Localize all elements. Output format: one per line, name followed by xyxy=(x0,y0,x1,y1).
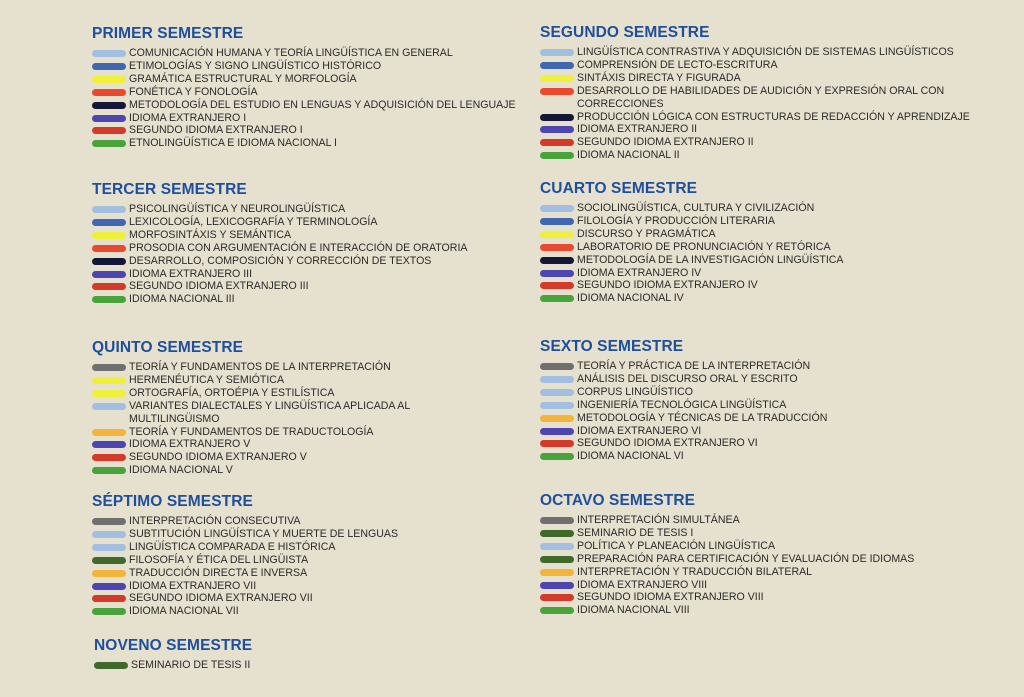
course-list xyxy=(540,360,980,463)
course-color-bar xyxy=(92,127,126,134)
course-color-bar xyxy=(92,206,126,213)
course-color-bar xyxy=(92,89,126,96)
course-label: LINGÜÍSTICA COMPARADA E HISTÓRICA xyxy=(129,540,336,553)
course-color-bar xyxy=(92,403,126,410)
semester-9 xyxy=(94,637,534,672)
course-item xyxy=(92,592,532,605)
course-list xyxy=(540,514,980,617)
course-item xyxy=(92,541,532,554)
course-color-bar xyxy=(540,88,574,95)
course-item xyxy=(92,255,532,268)
course-label: SEGUNDO IDIOMA EXTRANJERO III xyxy=(129,280,309,293)
course-label: CORPUS LINGÜÍSTICO xyxy=(577,385,693,398)
course-item xyxy=(540,540,980,553)
course-item xyxy=(92,515,532,528)
course-label: IDIOMA EXTRANJERO IV xyxy=(577,266,702,279)
course-color-bar xyxy=(540,594,574,601)
course-label: TEORÍA Y PRÁCTICA DE LA INTERPRETACIÓN xyxy=(577,360,811,372)
course-item xyxy=(540,579,980,592)
course-label: IDIOMA EXTRANJERO VI xyxy=(577,424,702,437)
course-item xyxy=(92,554,532,567)
course-color-bar xyxy=(540,530,574,537)
course-label: SEGUNDO IDIOMA EXTRANJERO I xyxy=(129,124,303,137)
course-item xyxy=(92,528,532,541)
course-label: SEGUNDO IDIOMA EXTRANJERO V xyxy=(129,451,307,464)
course-color-bar xyxy=(540,152,574,159)
course-label: SEGUNDO IDIOMA EXTRANJERO VI xyxy=(577,437,758,450)
course-label: IDIOMA NACIONAL IV xyxy=(577,292,684,305)
course-label: PSICOLINGÜÍSTICA Y NEUROLINGÜÍSTICA xyxy=(129,203,346,215)
course-label: MORFOSINTÁXIS Y SEMÁNTICA xyxy=(129,228,292,241)
course-label: DESARROLLO DE HABILIDADES DE AUDICIÓN Y EXPRESIÓN ORAL CON CORRECCIONES xyxy=(577,84,945,110)
course-color-bar xyxy=(92,454,126,461)
course-color-bar xyxy=(540,556,574,563)
course-label: SOCIOLINGÜÍSTICA, CULTURA Y CIVILIZACIÓN xyxy=(577,202,815,214)
course-color-bar xyxy=(92,102,126,109)
course-label: POLÍTICA Y PLANEACIÓN LINGÜÍSTICA xyxy=(577,539,776,552)
course-color-bar xyxy=(92,518,126,525)
course-item xyxy=(540,279,980,292)
course-item xyxy=(92,124,532,137)
course-label: INTERPRETACIÓN SIMULTÁNEA xyxy=(577,514,740,526)
course-label: HERMENÉUTICA Y SEMIÓTICA xyxy=(129,373,285,386)
course-item xyxy=(540,254,980,267)
course-label: IDIOMA NACIONAL VI xyxy=(577,450,684,463)
course-list xyxy=(540,202,980,305)
course-color-bar xyxy=(92,595,126,602)
course-color-bar xyxy=(540,114,574,121)
course-list xyxy=(92,515,532,618)
course-color-bar xyxy=(92,50,126,57)
course-item xyxy=(540,202,980,215)
course-item xyxy=(540,72,990,85)
course-label: FILOSOFÍA Y ÉTICA DEL LINGÜISTA xyxy=(129,553,309,566)
course-label: IDIOMA EXTRANJERO V xyxy=(129,438,251,451)
course-item xyxy=(540,123,990,136)
course-color-bar xyxy=(540,295,574,302)
course-item xyxy=(540,241,980,254)
course-item xyxy=(540,360,980,373)
course-label: SEGUNDO IDIOMA EXTRANJERO VIII xyxy=(577,591,764,604)
course-color-bar xyxy=(92,544,126,551)
course-item xyxy=(540,566,980,579)
course-label: SUBTITUCIÓN LINGÜÍSTICA Y MUERTE DE LENGUAS xyxy=(129,527,399,540)
semester-title: TERCER SEMESTRE xyxy=(92,181,247,198)
semester-title: SÉPTIMO SEMESTRE xyxy=(92,493,253,510)
course-item xyxy=(540,399,980,412)
course-item xyxy=(92,374,422,387)
semester-2 xyxy=(540,24,990,162)
course-item xyxy=(92,280,532,293)
course-label: LEXICOLOGÍA, LEXICOGRAFÍA Y TERMINOLOGÍA xyxy=(129,215,378,228)
course-label: INGENIERÍA TECNOLÓGICA LINGÜÍSTICA xyxy=(577,398,787,411)
semester-title: SEGUNDO SEMESTRE xyxy=(540,24,710,41)
course-item xyxy=(540,228,980,241)
course-color-bar xyxy=(92,429,126,436)
course-list xyxy=(92,203,532,306)
course-item xyxy=(92,451,422,464)
course-item xyxy=(540,437,980,450)
course-color-bar xyxy=(540,139,574,146)
course-item xyxy=(92,86,532,99)
course-label: SEGUNDO IDIOMA EXTRANJERO IV xyxy=(577,279,758,292)
course-item xyxy=(92,387,422,400)
course-label: IDIOMA EXTRANJERO II xyxy=(577,123,698,136)
course-color-bar xyxy=(92,219,126,226)
course-item xyxy=(92,73,532,86)
course-list xyxy=(94,659,534,672)
course-item xyxy=(540,292,980,305)
course-item xyxy=(540,111,990,124)
course-item xyxy=(540,553,980,566)
course-color-bar xyxy=(540,270,574,277)
course-label: IDIOMA NACIONAL III xyxy=(129,293,235,306)
course-label: COMUNICACIÓN HUMANA Y TEORÍA LINGÜÍSTICA EN GENERAL xyxy=(129,47,453,59)
semester-title: CUARTO SEMESTRE xyxy=(540,180,698,197)
course-label: IDIOMA NACIONAL VIII xyxy=(577,604,690,617)
course-label: IDIOMA NACIONAL V xyxy=(129,464,233,477)
course-color-bar xyxy=(540,517,574,524)
course-item xyxy=(540,59,990,72)
course-color-bar xyxy=(540,569,574,576)
course-label: PREPARACIÓN PARA CERTIFICACIÓN Y EVALUACIÓN DE IDIOMAS xyxy=(577,552,915,565)
course-color-bar xyxy=(92,115,126,122)
course-color-bar xyxy=(540,363,574,370)
course-color-bar xyxy=(540,244,574,251)
course-color-bar xyxy=(540,607,574,614)
course-item xyxy=(92,580,532,593)
course-label: INTERPRETACIÓN CONSECUTIVA xyxy=(129,515,301,527)
course-label: TEORÍA Y FUNDAMENTOS DE LA INTERPRETACIÓN xyxy=(129,361,391,373)
course-label: IDIOMA NACIONAL II xyxy=(577,149,680,162)
course-item xyxy=(92,137,532,150)
course-color-bar xyxy=(540,415,574,422)
course-item xyxy=(92,216,532,229)
course-color-bar xyxy=(92,583,126,590)
course-color-bar xyxy=(540,582,574,589)
course-label: ETNOLINGÜÍSTICA E IDIOMA NACIONAL I xyxy=(129,137,337,150)
semester-8 xyxy=(540,492,980,617)
course-item xyxy=(540,46,990,59)
course-label: PROSODIA CON ARGUMENTACIÓN E INTERACCIÓN DE ORATORIA xyxy=(129,241,468,254)
course-color-bar xyxy=(92,76,126,83)
course-label: IDIOMA EXTRANJERO VII xyxy=(129,579,257,592)
course-list xyxy=(92,361,422,477)
course-item xyxy=(92,99,532,112)
course-color-bar xyxy=(540,440,574,447)
course-item xyxy=(92,203,532,216)
course-label: INTERPRETACIÓN Y TRADUCCIÓN BILATERAL xyxy=(577,565,813,578)
course-item xyxy=(92,400,422,426)
course-color-bar xyxy=(540,543,574,550)
course-label: FONÉTICA Y FONOLOGÍA xyxy=(129,85,258,98)
course-label: ETIMOLOGÍAS Y SIGNO LINGÜÍSTICO HISTÓRICO xyxy=(129,59,382,72)
course-label: LINGÜÍSTICA CONTRASTIVA Y ADQUISICIÓN DE SISTEMAS LINGÜÍSTICOS xyxy=(577,46,954,58)
semester-title: OCTAVO SEMESTRE xyxy=(540,492,696,509)
course-label: METODOLOGÍA Y TÉCNICAS DE LA TRADUCCIÓN xyxy=(577,411,828,424)
course-color-bar xyxy=(92,467,126,474)
course-item xyxy=(540,425,980,438)
course-label: TRADUCCIÓN DIRECTA E INVERSA xyxy=(129,566,308,579)
course-color-bar xyxy=(540,62,574,69)
course-item xyxy=(540,136,990,149)
course-color-bar xyxy=(540,126,574,133)
course-color-bar xyxy=(540,75,574,82)
course-color-bar xyxy=(92,283,126,290)
course-item xyxy=(540,267,980,280)
course-item xyxy=(92,112,532,125)
course-label: SEMINARIO DE TESIS I xyxy=(577,526,694,539)
course-color-bar xyxy=(92,140,126,147)
course-item xyxy=(92,47,532,60)
course-label: COMPRENSIÓN DE LECTO-ESCRITURA xyxy=(577,58,778,71)
course-item xyxy=(92,464,422,477)
course-list xyxy=(92,47,532,150)
course-item xyxy=(92,268,532,281)
course-item xyxy=(540,386,980,399)
course-label: DISCURSO Y PRAGMÁTICA xyxy=(577,227,716,240)
semester-title: SEXTO SEMESTRE xyxy=(540,338,684,355)
course-label: ANÁLISIS DEL DISCURSO ORAL Y ESCRITO xyxy=(577,372,798,385)
course-color-bar xyxy=(92,570,126,577)
course-item xyxy=(92,361,422,374)
course-item xyxy=(92,567,532,580)
course-item xyxy=(540,450,980,463)
course-color-bar xyxy=(92,271,126,278)
course-label: SEGUNDO IDIOMA EXTRANJERO VII xyxy=(129,592,313,605)
course-item xyxy=(92,229,532,242)
course-color-bar xyxy=(540,231,574,238)
course-color-bar xyxy=(92,245,126,252)
course-item xyxy=(540,149,990,162)
course-color-bar xyxy=(92,531,126,538)
course-color-bar xyxy=(540,453,574,460)
course-label: FILOLOGÍA Y PRODUCCIÓN LITERARIA xyxy=(577,214,775,227)
course-item xyxy=(540,85,990,111)
course-item xyxy=(92,293,532,306)
course-color-bar xyxy=(540,49,574,56)
course-item xyxy=(92,60,532,73)
course-color-bar xyxy=(92,377,126,384)
course-label: VARIANTES DIALECTALES Y LINGÜÍSTICA APLICADA AL MULTILINGÜISMO xyxy=(129,399,410,425)
course-color-bar xyxy=(92,441,126,448)
course-label: DESARROLLO, COMPOSICIÓN Y CORRECCIÓN DE TEXTOS xyxy=(129,254,432,267)
course-label: IDIOMA EXTRANJERO III xyxy=(129,267,253,280)
course-label: GRAMÁTICA ESTRUCTURAL Y MORFOLOGÍA xyxy=(129,72,357,85)
semester-title: NOVENO SEMESTRE xyxy=(94,637,253,654)
course-label: SEMINARIO DE TESIS II xyxy=(131,659,251,671)
course-color-bar xyxy=(92,608,126,615)
course-item xyxy=(540,412,980,425)
course-color-bar xyxy=(540,205,574,212)
course-item xyxy=(540,591,980,604)
semester-5 xyxy=(92,339,422,477)
course-item xyxy=(540,604,980,617)
course-color-bar xyxy=(540,257,574,264)
course-label: TEORÍA Y FUNDAMENTOS DE TRADUCTOLOGÍA xyxy=(129,425,374,438)
semester-title: PRIMER SEMESTRE xyxy=(92,25,244,42)
course-color-bar xyxy=(94,662,128,669)
course-item xyxy=(540,215,980,228)
course-label: IDIOMA EXTRANJERO I xyxy=(129,111,247,124)
semester-3 xyxy=(92,181,532,306)
course-item xyxy=(92,605,532,618)
semester-7 xyxy=(92,493,532,618)
course-label: SINTÁXIS DIRECTA Y FIGURADA xyxy=(577,71,741,84)
course-item xyxy=(92,426,422,439)
course-color-bar xyxy=(92,557,126,564)
course-color-bar xyxy=(92,364,126,371)
semester-6 xyxy=(540,338,980,463)
course-color-bar xyxy=(540,428,574,435)
course-label: SEGUNDO IDIOMA EXTRANJERO II xyxy=(577,136,754,149)
course-item xyxy=(92,242,532,255)
semester-title: QUINTO SEMESTRE xyxy=(92,339,244,356)
course-label: IDIOMA NACIONAL VII xyxy=(129,605,239,618)
course-color-bar xyxy=(540,218,574,225)
course-list xyxy=(540,46,990,162)
course-item xyxy=(540,527,980,540)
course-label: ORTOGRAFÍA, ORTOÉPIA Y ESTILÍSTICA xyxy=(129,386,335,399)
course-item xyxy=(92,438,422,451)
course-label: METODOLOGÍA DE LA INVESTIGACIÓN LINGÜÍSTICA xyxy=(577,253,844,266)
course-color-bar xyxy=(92,390,126,397)
course-item xyxy=(540,514,980,527)
course-label: IDIOMA EXTRANJERO VIII xyxy=(577,578,708,591)
course-label: METODOLOGÍA DEL ESTUDIO EN LENGUAS Y ADQUISICIÓN DEL LENGUAJE xyxy=(129,98,516,111)
course-label: PRODUCCIÓN LÓGICA CON ESTRUCTURAS DE REDACCIÓN Y APRENDIZAJE xyxy=(577,110,970,123)
course-item xyxy=(540,373,980,386)
course-color-bar xyxy=(92,258,126,265)
course-color-bar xyxy=(540,282,574,289)
course-color-bar xyxy=(92,296,126,303)
course-label: LABORATORIO DE PRONUNCIACIÓN Y RETÓRICA xyxy=(577,240,831,253)
course-color-bar xyxy=(540,402,574,409)
semester-4 xyxy=(540,180,980,305)
course-color-bar xyxy=(540,389,574,396)
course-color-bar xyxy=(92,63,126,70)
course-color-bar xyxy=(92,232,126,239)
course-color-bar xyxy=(540,376,574,383)
course-item xyxy=(94,659,534,672)
semester-1 xyxy=(92,25,532,150)
